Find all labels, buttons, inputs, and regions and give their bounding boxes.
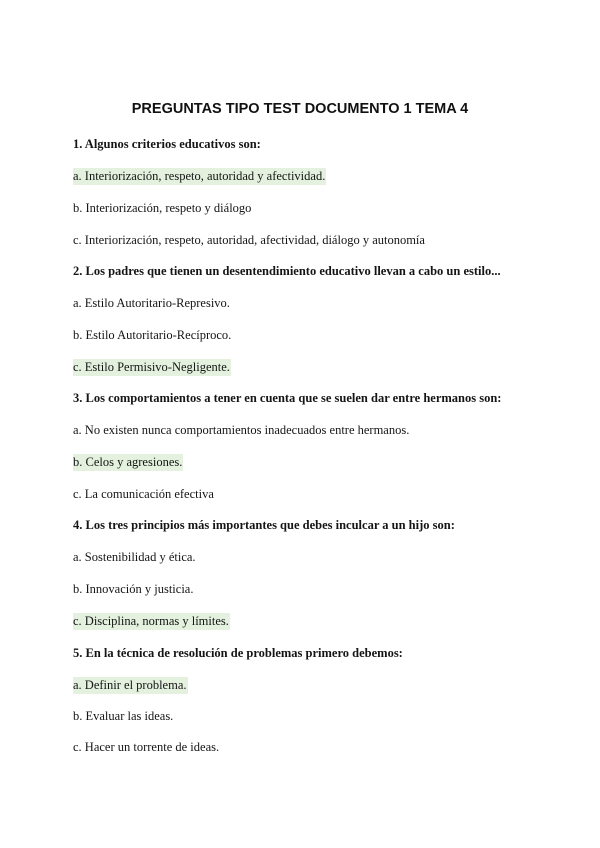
question-2-option-c bbox=[73, 358, 231, 376]
option-text: b. Evaluar las ideas. bbox=[73, 709, 174, 723]
question-5 bbox=[73, 644, 403, 662]
correct-answer-highlight: c. Disciplina, normas y límites. bbox=[73, 614, 229, 628]
question-4-option-b bbox=[73, 580, 193, 598]
question-5-option-a bbox=[73, 676, 188, 694]
question-3-option-a bbox=[73, 421, 409, 439]
question-3-option-c bbox=[73, 485, 214, 503]
option-text: b. Interiorización, respeto y diálogo bbox=[73, 201, 252, 215]
question-2-option-a bbox=[73, 294, 230, 312]
question-1 bbox=[73, 135, 261, 153]
question-text: 5. En la técnica de resolución de problemas primero debemos: bbox=[73, 646, 403, 660]
question-text: 4. Los tres principios más importantes que debes inculcar a un hijo son: bbox=[73, 518, 455, 532]
option-text: a. Sostenibilidad y ética. bbox=[73, 550, 196, 564]
option-text: b. Innovación y justicia. bbox=[73, 582, 194, 596]
question-text: 2. Los padres que tienen un desentendimiento educativo llevan a cabo un estilo... bbox=[73, 264, 501, 278]
question-4-option-a bbox=[73, 548, 196, 566]
question-3 bbox=[73, 389, 501, 407]
question-2-option-b bbox=[73, 326, 231, 344]
question-1-option-c bbox=[73, 231, 425, 249]
question-text: 1. Algunos criterios educativos son: bbox=[73, 137, 261, 151]
option-text: c. La comunicación efectiva bbox=[73, 487, 214, 501]
correct-answer-highlight: c. Estilo Permisivo-Negligente. bbox=[73, 360, 230, 374]
question-2 bbox=[73, 262, 501, 280]
correct-answer-highlight: a. Interiorización, respeto, autoridad y afectividad. bbox=[73, 169, 326, 183]
question-1-option-b bbox=[73, 199, 251, 217]
option-text: c. Interiorización, respeto, autoridad, afectividad, diálogo y autonomía bbox=[73, 233, 425, 247]
option-text: c. Hacer un torrente de ideas. bbox=[73, 740, 220, 754]
option-text: a. Estilo Autoritario-Represivo. bbox=[73, 296, 230, 310]
question-5-option-c bbox=[73, 738, 219, 756]
option-text: b. Estilo Autoritario-Recíproco. bbox=[73, 328, 232, 342]
question-text: 3. Los comportamientos a tener en cuenta que se suelen dar entre hermanos son: bbox=[73, 391, 502, 405]
question-4 bbox=[73, 516, 455, 534]
option-text: a. No existen nunca comportamientos inadecuados entre hermanos. bbox=[73, 423, 410, 437]
correct-answer-highlight: b. Celos y agresiones. bbox=[73, 455, 183, 469]
question-3-option-b bbox=[73, 453, 183, 471]
question-4-option-c bbox=[73, 612, 230, 630]
page-title: PREGUNTAS TIPO TEST DOCUMENTO 1 TEMA 4 bbox=[131, 101, 469, 117]
question-5-option-b bbox=[73, 707, 173, 725]
correct-answer-highlight: a. Definir el problema. bbox=[73, 678, 187, 692]
question-1-option-a bbox=[73, 167, 326, 185]
